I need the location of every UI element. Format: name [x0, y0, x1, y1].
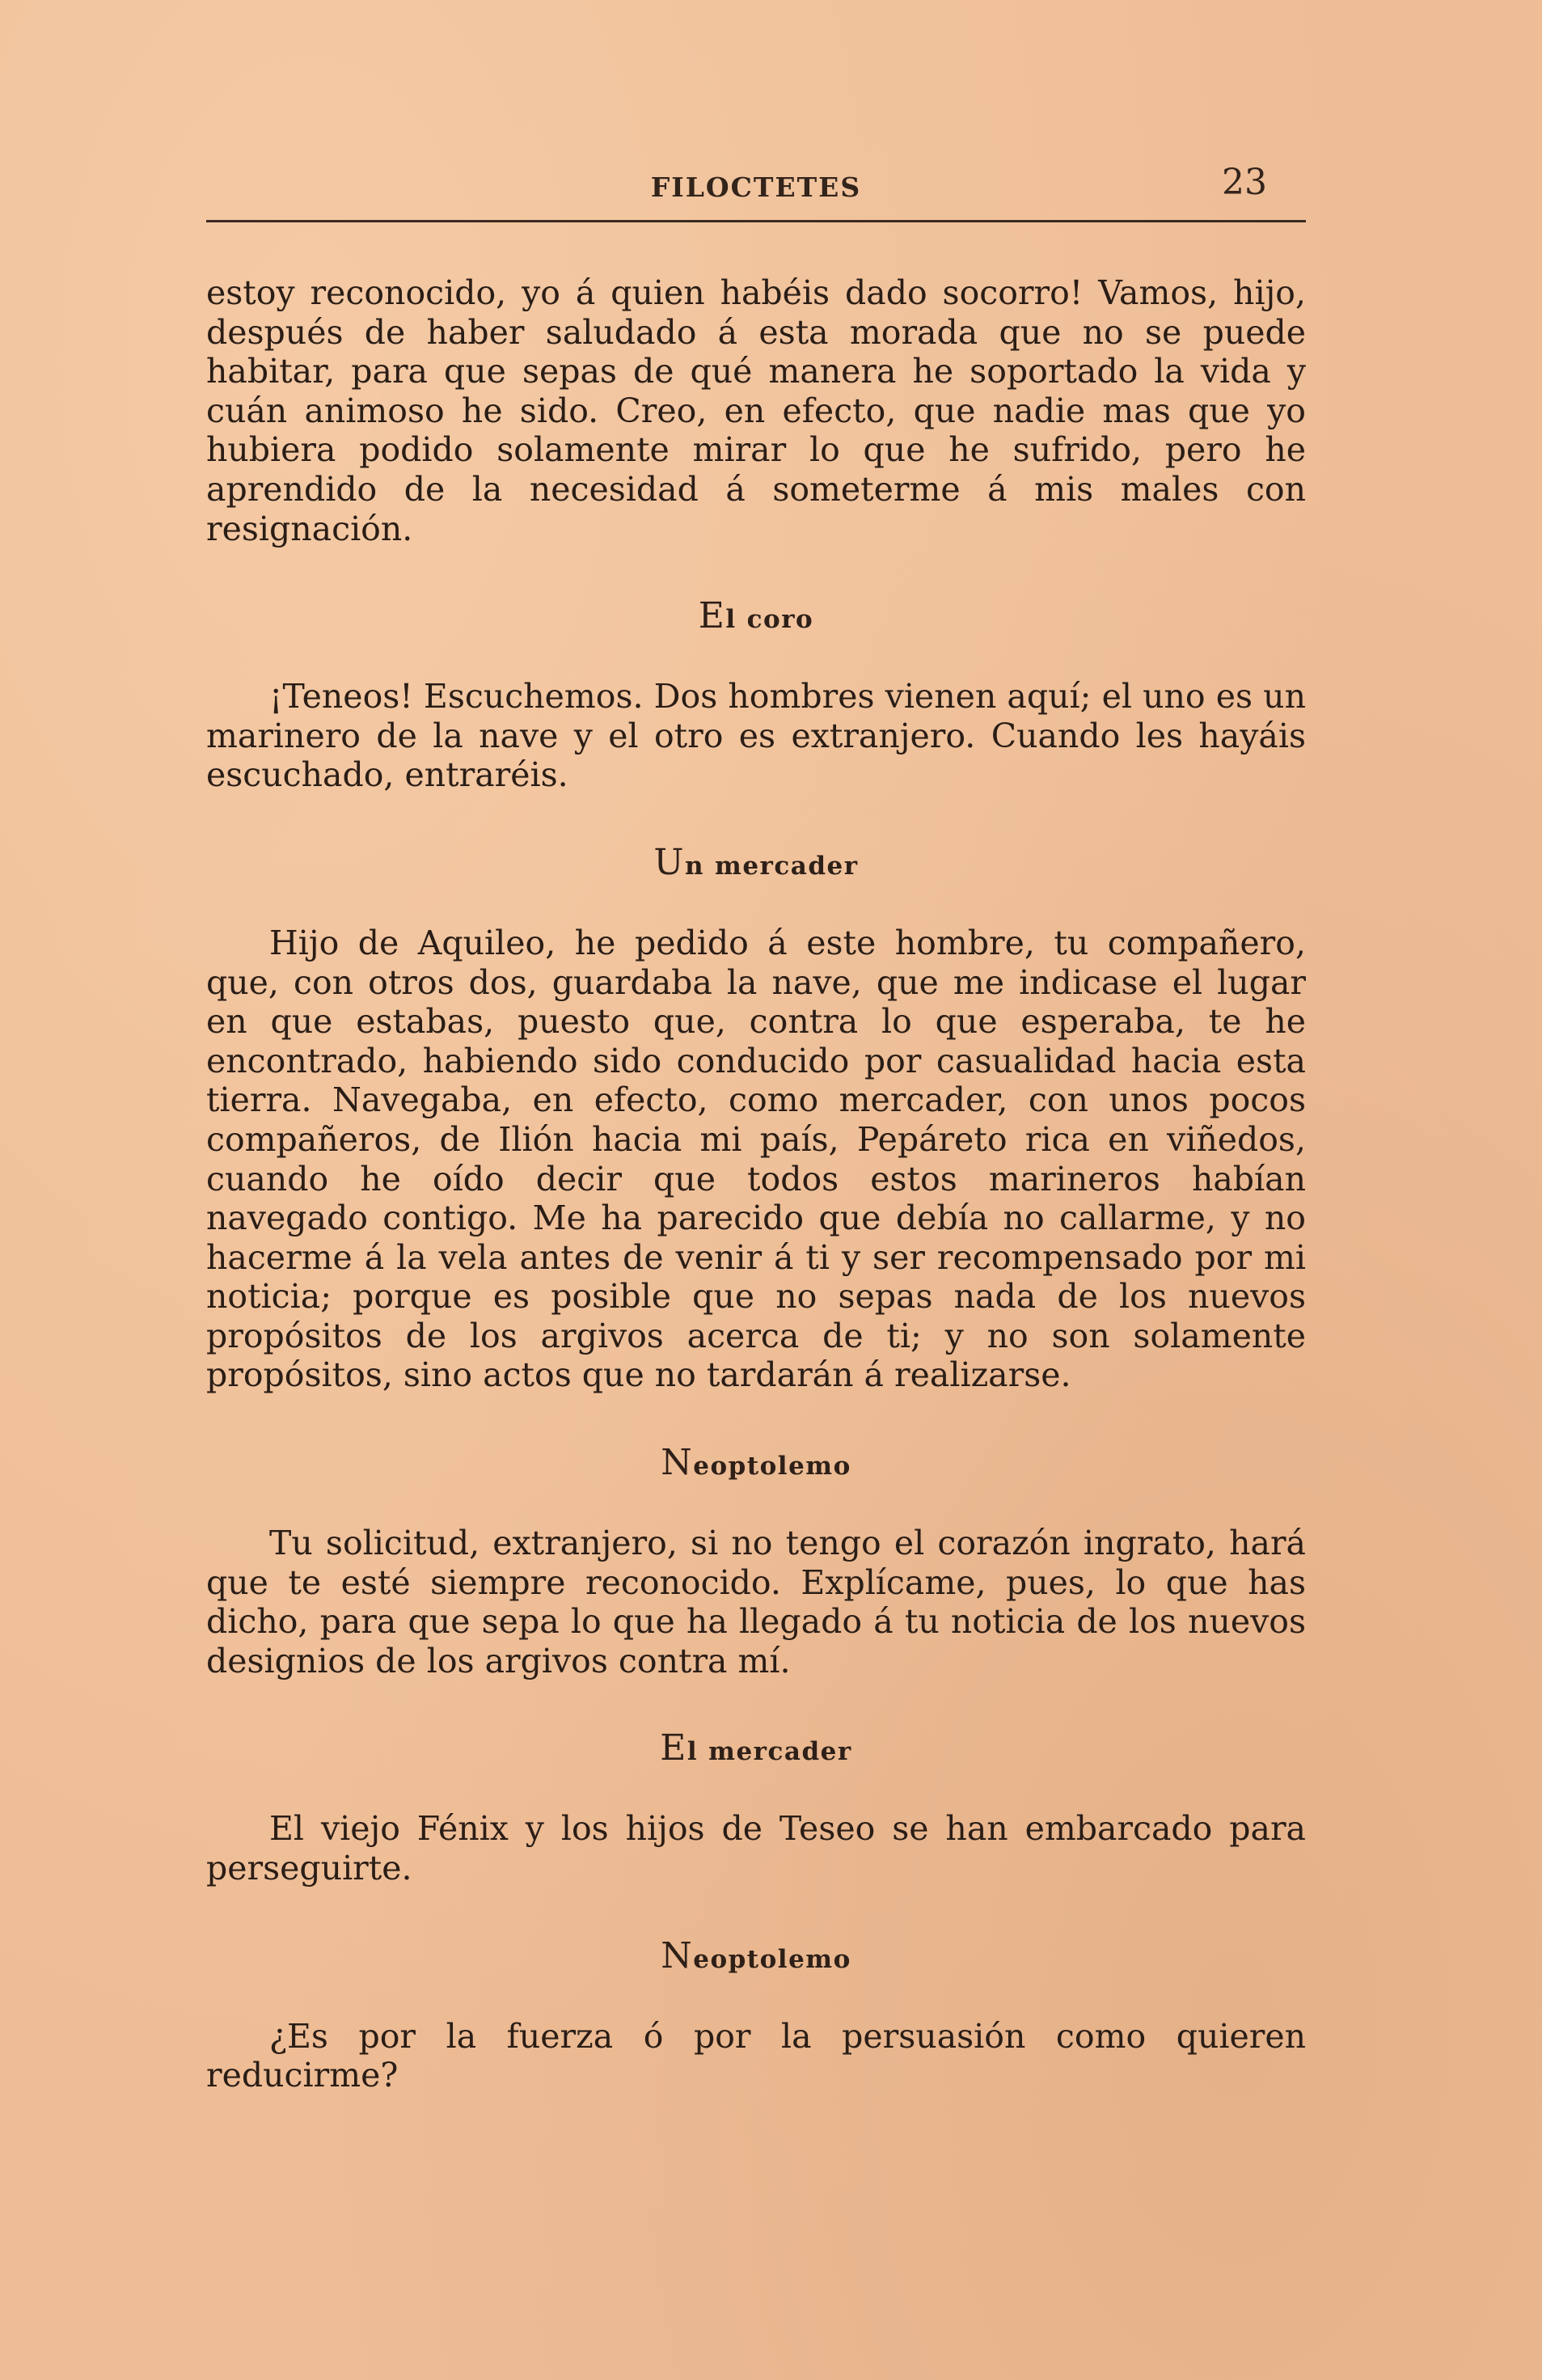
speaker-name-rest: mercader [715, 851, 859, 881]
speaker-first-word-rest: l [687, 1737, 699, 1767]
running-header [206, 154, 1306, 218]
speaker-heading-neoptolemo [206, 1442, 1306, 1483]
speaker-initial: U [653, 841, 686, 883]
speech-paragraph: ¿Es por la fuerza ó por la persuasión como quieren reducirme? [206, 2016, 1306, 2095]
speech-paragraph: El viejo Fénix y los hijos de Teseo se han embarcado para perseguirte. [206, 1809, 1306, 1888]
speaker-initial: E [660, 1727, 687, 1769]
speaker-heading-neoptolemo [206, 1935, 1306, 1976]
speech-paragraph: Hijo de Aquileo, he pedido á este hombre, tu compañero, que, con otros dos, guardaba la nave, que me indicase el lugar en que estabas, puesto que, contra lo que esperaba, te he encontrado, habiendo sido conducido por casualidad hacia esta tierra. Navegaba, en efecto, como mercader, con unos pocos compañeros, de Ilión hacia mi país, Pepáreto rica en viñedos, cuando he oído decir que todos estos marineros habían navegado contigo. Me ha parecido que debía no callarme, y no hacerme á la vela antes de venir á ti y ser recompensado por mi noticia; porque es posible que no sepas nada de los nuevos propósitos de los argivos acerca de ti; y no son solamente propósitos, sino actos que no tardarán á realizarse. [206, 923, 1306, 1395]
speaker-first-word-rest: n [685, 851, 705, 881]
speech-paragraph: ¡Teneos! Escuchemos. Dos hombres vienen aquí; el uno es un marinero de la nave y el otro es extranjero. Cuando les hayáis escuchado, entraréis. [206, 677, 1306, 795]
running-title: FILOCTETES [650, 171, 862, 203]
speaker-name-rest: coro [746, 605, 814, 635]
speaker-first-word-rest: l [725, 605, 737, 635]
speaker-name-rest: eoptolemo [693, 1944, 851, 1974]
speaker-initial: E [698, 595, 726, 637]
opening-paragraph: estoy reconocido, yo á quien habéis dado socorro! Vamos, hijo, después de haber saludado á esta morada que no se puede habitar, para que sepas de qué manera he soportado la vida y cuán animoso he sido. Creo, en efecto, que nadie mas que yo hubiera podido solamente mirar lo que he sufrido, pero he aprendido de la necesidad á someterme á mis males con resignación. [206, 273, 1306, 548]
speaker-name-rest: eoptolemo [693, 1452, 851, 1482]
book-page [206, 154, 1306, 2095]
speaker-heading-el-mercader [206, 1727, 1306, 1769]
speaker-initial: N [661, 1442, 694, 1484]
page-number: 23 [1222, 162, 1267, 203]
speaker-heading-el-coro [206, 595, 1306, 636]
header-rule [206, 220, 1306, 222]
page-body [206, 218, 1306, 2095]
speaker-initial: N [661, 1934, 694, 1976]
speaker-name-rest: mercader [708, 1737, 852, 1767]
speech-paragraph: Tu solicitud, extranjero, si no tengo el corazón ingrato, hará que te esté siempre reconocido. Explícame, pues, lo que has dicho, para que sepa lo que ha llegado á tu noticia de los nuevos designios de los argivos contra mí. [206, 1524, 1306, 1680]
speaker-heading-un-mercader [206, 842, 1306, 883]
